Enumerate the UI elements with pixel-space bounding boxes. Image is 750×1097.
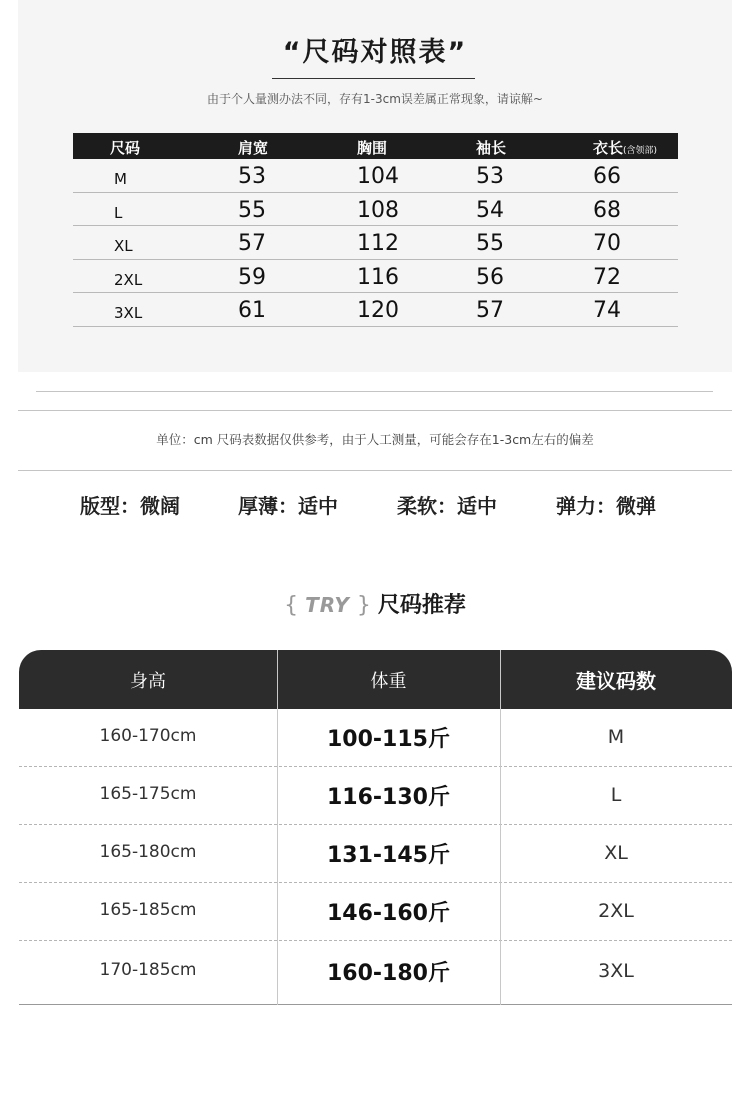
attribute-value: 微弹 [616,494,656,518]
sleeve-cell: 54 [476,197,504,223]
header-height: 身高 [130,671,166,692]
measurement-disclaimer: 由于个人量测办法不同，存有1-3cm误差属正常现象，请谅解~ [207,92,543,106]
header-length-note: (含领部) [623,146,658,156]
attribute-stretch [556,490,656,519]
weight-cell: 160-180斤 [327,961,450,986]
suggested-size-cell: 3XL [598,960,634,982]
shoulder-cell: 59 [238,264,266,290]
header-suggested-size: 建议码数 [576,669,656,693]
size-cell: L [114,203,123,222]
header-shoulder: 肩宽 [238,139,269,157]
weight-cell: 116-130斤 [327,785,450,810]
chest-cell: 116 [357,264,399,290]
header-sleeve: 袖长 [476,139,507,157]
suggested-size-cell: XL [604,842,628,864]
height-cell: 165-180cm [99,842,197,862]
height-cell: 165-175cm [99,784,197,804]
page-title: “尺码对照表” [282,37,468,68]
length-cell: 68 [593,197,621,223]
chest-cell: 108 [357,197,399,223]
attribute-label: 弹力： [556,494,616,518]
height-cell: 160-170cm [99,726,197,746]
size-cell: M [114,170,127,188]
size-recommendation-table [19,650,732,1005]
header-size: 尺码 [110,139,141,157]
chest-cell: 104 [357,164,399,189]
attribute-softness [397,490,497,519]
weight-cell: 100-115斤 [327,727,450,752]
attribute-value: 适中 [457,494,497,518]
sleeve-cell: 56 [476,264,504,290]
divider [18,410,732,411]
shoulder-cell: 61 [238,298,266,323]
unit-note: 单位：cm 尺码表数据仅供参考，由于人工测量，可能会存在1-3cm左右的偏差 [156,432,594,447]
table-row [73,260,678,294]
table-row [19,825,732,883]
divider [18,470,732,471]
suggested-size-cell: 2XL [598,900,634,922]
chest-cell: 120 [357,298,399,323]
header-length [593,137,657,158]
length-cell: 74 [593,298,621,323]
table-row [73,159,678,193]
size-cell: 2XL [114,270,143,289]
weight-cell: 131-145斤 [327,843,450,868]
header-weight: 体重 [370,671,407,692]
header-chest: 胸围 [357,139,388,157]
table-row [19,883,732,941]
sleeve-cell: 57 [476,298,504,323]
weight-cell: 146-160斤 [327,901,450,926]
column-divider [277,650,278,1005]
suggested-size-cell: L [610,784,622,806]
height-cell: 165-185cm [99,900,197,920]
attribute-fit [80,490,180,519]
size-chart-table [73,133,678,327]
length-cell: 72 [593,264,621,290]
fabric-attributes [0,490,750,522]
attribute-thickness [238,490,338,519]
height-cell: 170-185cm [99,960,197,980]
column-divider [500,650,501,1005]
sleeve-cell: 53 [476,164,504,189]
suggested-size-cell: M [607,726,625,748]
divider [36,391,713,392]
size-cell: 3XL [114,304,143,322]
attribute-label: 柔软： [397,494,457,518]
shoulder-cell: 57 [238,231,266,256]
table-row [73,293,678,327]
sleeve-cell: 55 [476,231,504,256]
size-chart-header [73,133,678,159]
table-row [19,709,732,767]
recommend-header [19,650,732,709]
table-row [19,943,732,1005]
chest-cell: 112 [357,231,399,256]
title-underline [272,78,475,79]
header-length-label: 衣长 [593,139,624,157]
length-cell: 70 [593,231,621,256]
attribute-value: 微阔 [140,494,180,518]
brace-close: } [356,593,371,618]
shoulder-cell: 55 [238,197,266,223]
attribute-value: 适中 [298,494,338,518]
table-row [73,226,678,260]
recommend-title: 尺码推荐 [377,593,466,618]
shoulder-cell: 53 [238,164,266,189]
length-cell: 66 [593,164,621,189]
attribute-label: 厚薄： [238,494,298,518]
attribute-label: 版型： [80,494,140,518]
size-cell: XL [114,237,133,255]
brace-open: { [284,593,299,618]
recommend-heading [0,588,750,619]
table-row [73,193,678,227]
table-row [19,767,732,825]
try-label: TRY [305,593,350,617]
